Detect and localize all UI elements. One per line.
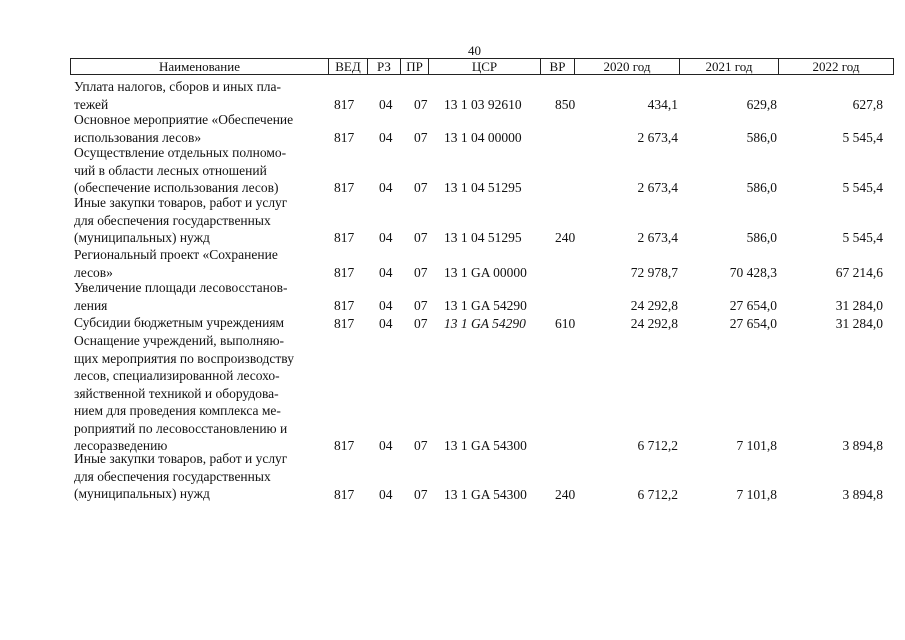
cell-rz: 04 [379,229,393,245]
cell-pr: 07 [414,179,428,195]
cell-csr: 13 1 GA 00000 [444,264,527,280]
cell-2021: 629,8 [746,96,777,112]
cell-2022: 5 545,4 [842,229,883,245]
cell-ved: 817 [334,264,355,280]
header-2022: 2022 год [812,59,860,74]
row-name: Иные закупки товаров, работ и услуг для обеспечения государственных (муниципальных) нужд [74,451,288,501]
cell-csr: 13 1 GA 54290 [444,315,526,331]
cell-2021: 27 654,0 [729,315,777,331]
header-pr: ПР [401,59,429,74]
table-row [0,194,905,246]
cell-2021: 70 428,3 [729,264,777,280]
cell-2022: 67 214,6 [835,264,883,280]
cell-rz: 04 [379,129,393,145]
cell-pr: 07 [414,315,428,331]
header-2020: 2020 год [575,59,680,74]
table-row [0,332,905,454]
cell-ved: 817 [334,437,355,453]
cell-vr: 850 [555,96,576,112]
table-row [0,144,905,196]
cell-2020: 6 712,2 [637,486,678,502]
cell-ved: 817 [334,486,355,502]
cell-rz: 04 [379,297,393,313]
cell-2021: 586,0 [746,179,777,195]
row-name: Уплата налогов, сборов и иных пла- тежей [74,79,282,112]
header-vr: ВР [541,59,575,74]
cell-csr: 13 1 GA 54290 [444,297,527,313]
cell-2020: 24 292,8 [630,315,678,331]
cell-rz: 04 [379,179,393,195]
cell-vr: 240 [555,229,576,245]
cell-pr: 07 [414,437,428,453]
cell-pr: 07 [414,486,428,502]
cell-2020: 24 292,8 [630,297,678,313]
table-row [0,111,905,146]
table-row [0,78,905,113]
row-name: Основное мероприятие «Обеспечение использования лесов» [74,112,294,145]
page-number: 40 [468,43,481,58]
cell-2022: 3 894,8 [842,486,883,502]
cell-2020: 2 673,4 [637,129,678,145]
cell-rz: 04 [379,486,393,502]
cell-2020: 72 978,7 [630,264,678,280]
cell-2021: 7 101,8 [736,486,777,502]
row-name: Региональный проект «Сохранение лесов» [74,247,278,280]
cell-2021: 27 654,0 [729,297,777,313]
cell-csr: 13 1 03 92610 [444,96,522,112]
cell-2020: 434,1 [647,96,678,112]
cell-csr: 13 1 GA 54300 [444,437,527,453]
cell-rz: 04 [379,437,393,453]
cell-2022: 5 545,4 [842,129,883,145]
row-name: Увеличение площади лесовосстанов- ления [74,280,288,313]
header-ved: ВЕД [329,59,368,74]
cell-rz: 04 [379,96,393,112]
cell-pr: 07 [414,129,428,145]
cell-2022: 31 284,0 [835,297,883,313]
cell-ved: 817 [334,179,355,195]
table-row [0,314,905,332]
row-name: Осуществление отдельных полномо- чий в области лесных отношений (обеспечение использования лесов) [74,145,287,195]
cell-ved: 817 [334,315,355,331]
cell-ved: 817 [334,229,355,245]
cell-2020: 2 673,4 [637,229,678,245]
cell-2021: 7 101,8 [736,437,777,453]
cell-ved: 817 [334,129,355,145]
table-row [0,279,905,314]
table-row [0,450,905,503]
cell-rz: 04 [379,315,393,331]
cell-2020: 2 673,4 [637,179,678,195]
cell-rz: 04 [379,264,393,280]
cell-2021: 586,0 [746,129,777,145]
cell-csr: 13 1 GA 54300 [444,486,527,502]
header-rz: РЗ [368,59,401,74]
cell-2022: 627,8 [852,96,883,112]
row-name: Оснащение учреждений, выполняю- щих мероприятия по воспроизводству лесов, специализированной лесохо- зяйственной техникой и оборудова- нием для проведения комплекса ме- роприятий по лесовосстановлению и лесоразведению [74,333,294,453]
cell-pr: 07 [414,297,428,313]
row-name: Субсидии бюджетным учреждениям [74,315,285,330]
cell-2022: 31 284,0 [835,315,883,331]
cell-csr: 13 1 04 51295 [444,229,522,245]
table-row [0,246,905,281]
cell-pr: 07 [414,229,428,245]
cell-2022: 5 545,4 [842,179,883,195]
cell-vr: 240 [555,486,576,502]
header-2021: 2021 год [680,59,779,74]
cell-2022: 3 894,8 [842,437,883,453]
row-name: Иные закупки товаров, работ и услуг для обеспечения государственных (муниципальных) нужд [74,195,288,245]
header-csr: ЦСР [429,59,541,74]
cell-pr: 07 [414,264,428,280]
cell-2021: 586,0 [746,229,777,245]
cell-2020: 6 712,2 [637,437,678,453]
cell-csr: 13 1 04 51295 [444,179,522,195]
cell-pr: 07 [414,96,428,112]
cell-vr: 610 [555,315,576,331]
cell-ved: 817 [334,297,355,313]
cell-csr: 13 1 04 00000 [444,129,522,145]
header-name: Наименование [71,59,329,74]
cell-ved: 817 [334,96,355,112]
